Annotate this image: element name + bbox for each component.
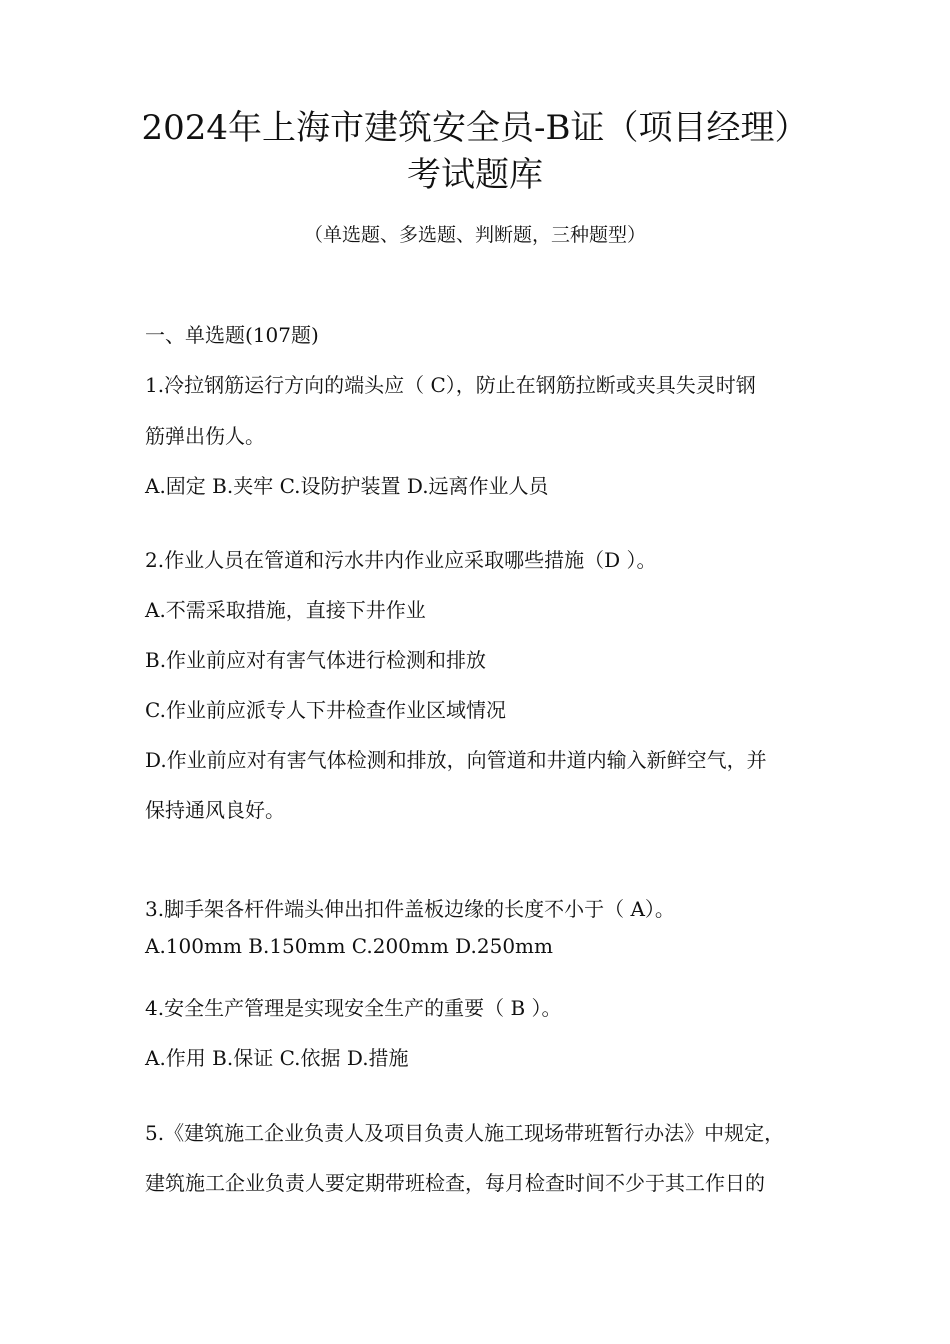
question-2-stem: 2.作业人员在管道和污水井内作业应采取哪些措施（D ）。	[145, 548, 657, 572]
question-1-stem-line2: 筋弹出伤人。	[145, 424, 265, 448]
document-title-line2: 考试题库	[407, 155, 543, 195]
question-2-option-c: C.作业前应派专人下井检查作业区域情况	[145, 698, 506, 722]
question-4-options: A.作用 B.保证 C.依据 D.措施	[145, 1046, 409, 1070]
question-3-stem: 3.脚手架各杆件端头伸出扣件盖板边缘的长度不小于（ A）。	[145, 897, 675, 921]
question-3-options: A.100mm B.150mm C.200mm D.250mm	[145, 934, 553, 958]
question-2-option-b: B.作业前应对有害气体进行检测和排放	[145, 648, 487, 672]
question-4-stem: 4.安全生产管理是实现安全生产的重要（ B ）。	[145, 996, 562, 1020]
question-2-option-a: A.不需采取措施，直接下井作业	[145, 598, 426, 622]
document-title-line1: 2024年上海市建筑安全员-B证（项目经理）	[141, 108, 809, 148]
question-5-stem-line1: 5.《建筑施工企业负责人及项目负责人施工现场带班暂行办法》中规定，	[145, 1121, 785, 1145]
question-2-option-d-line2: 保持通风良好。	[145, 798, 285, 822]
question-1-stem-line1: 1.冷拉钢筋运行方向的端头应（ C），防止在钢筋拉断或夹具失灵时钢	[145, 373, 756, 397]
question-5-stem-line2: 建筑施工企业负责人要定期带班检查，每月检查时间不少于其工作日的	[145, 1171, 765, 1195]
question-2-option-d-line1: D.作业前应对有害气体检测和排放，向管道和井道内输入新鲜空气，并	[145, 748, 767, 772]
question-1-options: A.固定 B.夹牢 C.设防护装置 D.远离作业人员	[145, 474, 549, 498]
section-heading: 一、单选题(107题)	[145, 323, 319, 347]
document-subtitle: （单选题、多选题、判断题，三种题型）	[303, 224, 646, 246]
